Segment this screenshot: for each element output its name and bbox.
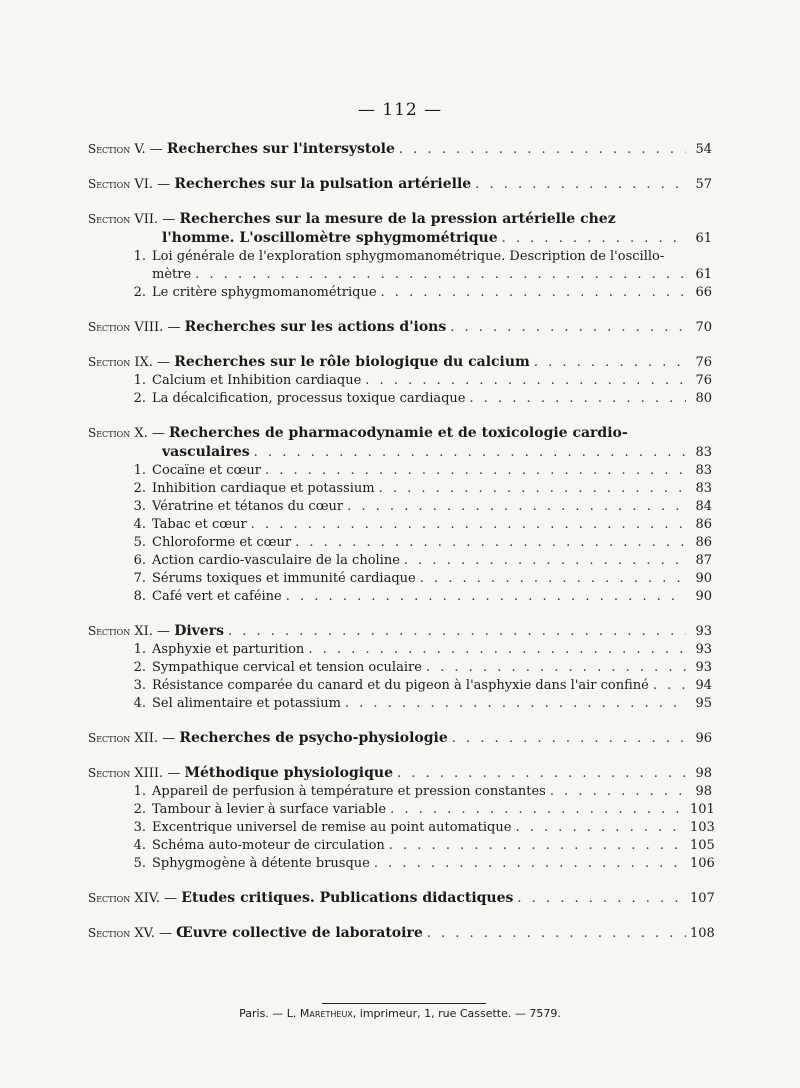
subsection-page: 93 xyxy=(695,642,712,657)
section-heading xyxy=(88,353,712,372)
subsection-title: Le critère sphygmomanométrique xyxy=(152,285,377,300)
section-word: Section xyxy=(88,142,131,156)
toc-section xyxy=(88,424,712,606)
dot-leader xyxy=(404,552,686,570)
dot-leader xyxy=(295,534,686,552)
subsection-text xyxy=(124,801,386,819)
section-title-continued: l'homme. L'oscillomètre sphygmométrique xyxy=(162,230,498,246)
section-title: Recherches sur la pulsation artérielle xyxy=(174,176,472,192)
subsection-text xyxy=(124,534,291,552)
subsection-title: Tabac et cœur xyxy=(152,517,247,532)
section-number: VI. xyxy=(134,177,154,192)
dot-leader xyxy=(452,730,686,748)
section-number: IX. xyxy=(134,355,153,370)
subsection-text xyxy=(124,248,664,266)
section-page: 96 xyxy=(695,731,712,746)
subsection-title: Café vert et caféine xyxy=(152,589,282,604)
section-heading-text: Section XIV. — Etudes critiques. Publications didactiques xyxy=(88,890,514,906)
subsection-row xyxy=(88,462,712,480)
subsection-row xyxy=(88,837,715,855)
toc-section xyxy=(88,353,712,408)
subsection-title: Tambour à levier à surface variable xyxy=(152,802,387,817)
dot-leader xyxy=(251,516,686,534)
section-word: Section xyxy=(88,355,131,369)
section-word: Section xyxy=(88,891,131,905)
subsection-page: 103 xyxy=(690,820,715,835)
subsection-page: 95 xyxy=(695,696,712,711)
section-title: Etudes critiques. Publications didactiques xyxy=(181,890,514,906)
section-heading-text: Section XI. — Divers xyxy=(88,623,224,639)
subsection-number: 1. xyxy=(133,642,146,657)
subsection-title: Inhibition cardiaque et potassium xyxy=(152,481,375,496)
section-heading xyxy=(88,210,712,229)
section-word: Section xyxy=(88,766,131,780)
subsection-title: Loi générale de l'exploration sphygmomanométrique. Description de l'oscillo- xyxy=(152,249,665,264)
subsection-text xyxy=(124,570,416,588)
section-heading-text: Section XIII. — Méthodique physiologique xyxy=(88,765,393,781)
subsection-number: 4. xyxy=(133,838,146,853)
subsection-number: 6. xyxy=(133,553,146,568)
dot-leader xyxy=(653,677,686,695)
subsection-title: Chloroforme et cœur xyxy=(152,535,292,550)
subsection-row xyxy=(88,480,712,498)
page-number: — 112 — xyxy=(357,100,443,120)
section-number: XV. xyxy=(134,926,155,941)
subsection-row-continued xyxy=(88,266,712,284)
subsection-row xyxy=(88,534,712,552)
section-number: V. xyxy=(134,142,146,157)
subsection-page: 94 xyxy=(695,678,712,693)
section-heading xyxy=(88,924,715,943)
dot-leader xyxy=(550,783,686,801)
dot-leader xyxy=(345,695,686,713)
footer-rule xyxy=(322,1003,486,1004)
section-heading-text: Section VI. — Recherches sur la pulsation artérielle xyxy=(88,176,472,192)
subsection-number: 2. xyxy=(133,660,146,675)
subsection-text xyxy=(124,588,282,606)
section-heading-text: Section VIII. — Recherches sur les actions d'ions xyxy=(88,319,447,335)
subsection-number: 2. xyxy=(133,802,146,817)
subsection-row xyxy=(88,248,712,266)
dot-leader xyxy=(389,837,686,855)
subsection-page: 84 xyxy=(695,499,712,514)
section-title: Recherches sur l'intersystole xyxy=(166,141,395,157)
subsection-row xyxy=(88,641,712,659)
subsection-number: 1. xyxy=(133,463,146,478)
subsection-row xyxy=(88,659,712,677)
subsection-row xyxy=(88,695,712,713)
subsection-text xyxy=(124,516,247,534)
dot-leader xyxy=(286,588,686,606)
dot-leader xyxy=(379,480,686,498)
section-title-continued: vasculaires xyxy=(162,444,250,460)
subsection-title: Résistance comparée du canard et du pigeon à l'asphyxie dans l'air confiné xyxy=(152,678,649,693)
section-title: Divers xyxy=(174,623,224,639)
subsection-row xyxy=(88,498,712,516)
section-word: Section xyxy=(88,624,131,638)
dot-leader xyxy=(475,176,686,194)
subsection-number: 2. xyxy=(133,285,146,300)
toc-section xyxy=(88,729,712,748)
printer-footer xyxy=(0,1007,800,1020)
section-number: VIII. xyxy=(134,320,164,335)
subsection-number: 3. xyxy=(133,499,146,514)
section-number: VII. xyxy=(134,212,159,227)
subsection-page: 106 xyxy=(690,856,715,871)
section-number: XIII. xyxy=(134,766,164,781)
subsection-title: Excentrique universel de remise au point automatique xyxy=(152,820,512,835)
subsection-row xyxy=(88,516,712,534)
toc-section xyxy=(88,889,715,908)
subsection-page: 86 xyxy=(695,535,712,550)
dot-leader xyxy=(534,354,686,372)
dot-leader xyxy=(427,925,686,943)
section-number: XIV. xyxy=(134,891,161,906)
dot-leader xyxy=(397,765,686,783)
subsection-page: 87 xyxy=(695,553,712,568)
section-word: Section xyxy=(88,926,131,940)
subsection-page: 76 xyxy=(695,373,712,388)
dot-leader xyxy=(470,390,687,408)
toc-section xyxy=(88,140,712,159)
subsection-page: 93 xyxy=(695,660,712,675)
section-heading-text: Section XII. — Recherches de psycho-physiologie xyxy=(88,730,448,746)
section-heading xyxy=(88,729,712,748)
section-word: Section xyxy=(88,320,131,334)
dot-leader xyxy=(228,623,686,641)
toc-section xyxy=(88,318,712,337)
subsection-page: 61 xyxy=(695,267,712,282)
section-heading xyxy=(88,318,712,337)
toc-section xyxy=(88,210,712,302)
subsection-page: 86 xyxy=(695,517,712,532)
section-heading-continued xyxy=(88,229,712,248)
dot-leader xyxy=(502,230,686,248)
subsection-title: Appareil de perfusion à température et pression constantes xyxy=(152,784,546,799)
section-heading-text: Section V. — Recherches sur l'intersystole xyxy=(88,141,395,157)
section-heading-text: Section IX. — Recherches sur le rôle biologique du calcium xyxy=(88,354,530,370)
section-number: XI. xyxy=(134,624,153,639)
dot-leader xyxy=(420,570,686,588)
section-heading xyxy=(88,424,712,443)
subsection-text xyxy=(124,659,422,677)
subsection-title: Sphygmogène à détente brusque xyxy=(152,856,370,871)
subsection-text xyxy=(124,552,400,570)
section-page: 107 xyxy=(690,891,715,906)
subsection-number: 2. xyxy=(133,391,146,406)
section-title: Recherches de psycho-physiologie xyxy=(179,730,448,746)
subsection-page: 90 xyxy=(695,571,712,586)
section-heading xyxy=(88,889,715,908)
section-word: Section xyxy=(88,212,131,226)
section-page: 83 xyxy=(695,445,712,460)
subsection-title: Asphyxie et parturition xyxy=(152,642,305,657)
subsection-page: 98 xyxy=(695,784,712,799)
table-of-contents xyxy=(88,140,715,959)
subsection-row xyxy=(88,552,712,570)
subsection-text xyxy=(124,462,261,480)
subsection-title: Sympathique cervical et tension oculaire xyxy=(152,660,422,675)
subsection-row xyxy=(88,819,715,837)
subsection-title: Action cardio-vasculaire de la choline xyxy=(152,553,400,568)
subsection-number: 4. xyxy=(133,696,146,711)
section-page: 98 xyxy=(695,766,712,781)
dot-leader xyxy=(426,659,686,677)
subsection-row xyxy=(88,284,712,302)
dot-leader xyxy=(347,498,686,516)
section-heading xyxy=(88,622,712,641)
dot-leader xyxy=(515,819,686,837)
subsection-page: 80 xyxy=(695,391,712,406)
section-page: 54 xyxy=(695,142,712,157)
subsection-title-continued: mètre xyxy=(152,267,192,282)
section-word: Section xyxy=(88,731,131,745)
section-title: Recherches sur le rôle biologique du calcium xyxy=(174,354,530,370)
section-number: X. xyxy=(134,426,148,441)
subsection-text xyxy=(124,641,304,659)
toc-section xyxy=(88,622,712,713)
section-heading-continued xyxy=(88,443,712,462)
section-page: 61 xyxy=(695,231,712,246)
subsection-title: Schéma auto-moteur de circulation xyxy=(152,838,385,853)
subsection-number: 5. xyxy=(133,535,146,550)
section-heading-text: Section XV. — Œuvre collective de laboratoire xyxy=(88,925,423,941)
subsection-text xyxy=(124,855,370,873)
section-heading xyxy=(88,175,712,194)
toc-section xyxy=(88,764,715,873)
subsection-text xyxy=(124,372,361,390)
dot-leader xyxy=(381,284,686,302)
subsection-text xyxy=(124,819,511,837)
subsection-text xyxy=(124,498,343,516)
footer-prefix: Paris. — xyxy=(239,1007,287,1020)
section-heading xyxy=(88,764,712,783)
subsection-row xyxy=(88,588,712,606)
dot-leader xyxy=(390,801,686,819)
subsection-page: 90 xyxy=(695,589,712,604)
section-title: Recherches sur la mesure de la pression artérielle chez xyxy=(179,211,616,227)
subsection-number: 5. xyxy=(133,856,146,871)
dot-leader xyxy=(450,319,686,337)
subsection-text xyxy=(124,480,375,498)
subsection-row xyxy=(88,372,712,390)
subsection-number: 3. xyxy=(133,820,146,835)
dot-leader xyxy=(265,462,686,480)
subsection-number: 4. xyxy=(133,517,146,532)
subsection-page: 101 xyxy=(690,802,715,817)
subsection-text xyxy=(124,695,341,713)
footer-printer: L. Maretheux xyxy=(286,1007,353,1020)
section-page: 108 xyxy=(690,926,715,941)
subsection-number: 3. xyxy=(133,678,146,693)
dot-leader xyxy=(254,444,686,462)
subsection-page: 83 xyxy=(695,481,712,496)
section-page: 76 xyxy=(695,355,712,370)
dot-leader xyxy=(308,641,686,659)
section-heading xyxy=(88,140,712,159)
subsection-row xyxy=(88,801,715,819)
subsection-row xyxy=(88,390,712,408)
dot-leader xyxy=(365,372,686,390)
section-heading-text: Section VII. — Recherches sur la mesure de la pression artérielle chez xyxy=(88,211,616,227)
subsection-title: Calcium et Inhibition cardiaque xyxy=(152,373,362,388)
section-word: Section xyxy=(88,177,131,191)
subsection-title: Sel alimentaire et potassium xyxy=(152,696,341,711)
subsection-page: 105 xyxy=(690,838,715,853)
subsection-text xyxy=(124,677,649,695)
subsection-page: 66 xyxy=(695,285,712,300)
subsection-row xyxy=(88,677,712,695)
subsection-title: Sérums toxiques et immunité cardiaque xyxy=(152,571,416,586)
subsection-title: Cocaïne et cœur xyxy=(152,463,261,478)
section-title: Recherches de pharmacodynamie et de toxicologie cardio- xyxy=(169,425,628,441)
toc-section xyxy=(88,175,712,194)
subsection-text xyxy=(124,390,466,408)
section-heading-text: Section X. — Recherches de pharmacodynamie et de toxicologie cardio- xyxy=(88,425,628,441)
section-page: 70 xyxy=(695,320,712,335)
section-page: 57 xyxy=(695,177,712,192)
section-title: Méthodique physiologique xyxy=(184,765,393,781)
toc-section xyxy=(88,924,715,943)
subsection-number: 1. xyxy=(133,373,146,388)
subsection-title: La décalcification, processus toxique cardiaque xyxy=(152,391,466,406)
subsection-number: 8. xyxy=(133,589,146,604)
subsection-text xyxy=(124,783,546,801)
subsection-row xyxy=(88,783,712,801)
subsection-text xyxy=(124,284,377,302)
dot-leader xyxy=(374,855,686,873)
dot-leader xyxy=(399,141,686,159)
subsection-number: 7. xyxy=(133,571,146,586)
dot-leader xyxy=(517,890,686,908)
subsection-row xyxy=(88,855,715,873)
subsection-number: 2. xyxy=(133,481,146,496)
section-word: Section xyxy=(88,426,131,440)
subsection-number: 1. xyxy=(133,249,146,264)
section-title: Œuvre collective de laboratoire xyxy=(176,925,423,941)
dot-leader xyxy=(195,266,686,284)
footer-rest: , imprimeur, 1, rue Cassette. — 7579. xyxy=(352,1007,561,1020)
subsection-number: 1. xyxy=(133,784,146,799)
section-number: XII. xyxy=(134,731,159,746)
subsection-text xyxy=(124,837,385,855)
subsection-row xyxy=(88,570,712,588)
section-title: Recherches sur les actions d'ions xyxy=(184,319,447,335)
subsection-page: 83 xyxy=(695,463,712,478)
section-page: 93 xyxy=(695,624,712,639)
subsection-title: Vératrine et tétanos du cœur xyxy=(152,499,344,514)
